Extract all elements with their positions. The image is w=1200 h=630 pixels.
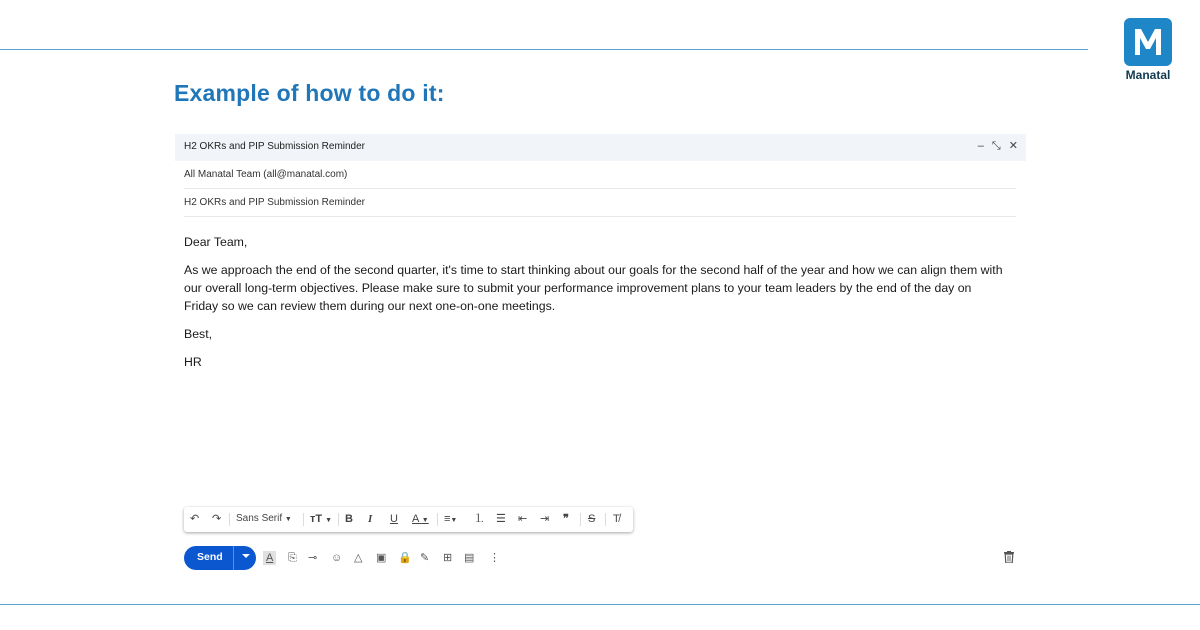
subject-field[interactable]: H2 OKRs and PIP Submission Reminder [184,197,366,208]
redo-icon[interactable]: ↷ [212,513,222,525]
window-controls [973,139,1018,153]
templates-icon[interactable]: ▤ [464,552,475,564]
bold-icon[interactable]: B [345,513,353,525]
text-color-icon[interactable]: A ▼ [412,513,429,525]
attach-file-icon[interactable]: ⎘ [288,552,297,564]
undo-icon[interactable]: ↶ [190,513,200,525]
text-size-icon[interactable]: тT ▼ [310,513,333,525]
email-paragraph [184,261,1024,315]
toolbar-divider [229,513,230,526]
indent-less-icon[interactable]: ⇤ [518,513,528,525]
minimize-icon[interactable]: ‒ [977,140,984,152]
formatting-options-icon[interactable]: A [263,551,276,565]
insert-photo-icon[interactable]: ▣ [376,552,387,564]
send-button[interactable] [184,546,256,570]
toolbar-divider [580,513,581,526]
bottom-divider [0,604,1200,605]
toolbar-divider [437,513,438,526]
body-line: Friday so we can review them during our next one-on-one meetings. [184,299,556,313]
signature-icon[interactable]: ✎ [420,552,430,564]
underline-icon[interactable]: U [390,513,398,525]
confidential-mode-icon[interactable]: 🔒 [398,552,412,564]
drive-icon[interactable]: △ [354,552,363,564]
insert-link-icon[interactable]: ⊸ [308,552,318,564]
numbered-list-icon[interactable]: ⒈ [474,513,485,525]
toolbar-divider [338,513,339,526]
toolbar-divider [303,513,304,526]
trash-icon[interactable] [1004,551,1014,563]
body-line: As we approach the end of the second quarter, it's time to start thinking about our goals for the second half of the year and how we can align them with [184,263,1003,277]
font-family-select[interactable] [236,512,292,527]
indent-more-icon[interactable]: ⇥ [540,513,550,525]
brand-name: Manatal [1125,68,1171,82]
divider [184,216,1016,217]
body-line: our overall long-term objectives. Please make sure to submit your performance improvement plans to your team leaders by the end of the day on [184,281,972,295]
divider [184,188,1016,189]
email-signature: HR [184,355,202,369]
bulleted-list-icon[interactable]: ☰ [496,513,506,525]
email-closing: Best, [184,327,213,341]
send-label: Send [197,551,223,563]
toolbar-divider [605,513,606,526]
quote-icon[interactable]: ❞ [563,513,569,525]
layouts-icon[interactable]: ⊞ [443,552,453,564]
manatal-logo [1124,18,1172,66]
strikethrough-icon[interactable]: S [588,513,596,525]
align-icon[interactable]: ≡▼ [444,513,458,525]
formatting-toolbar [184,507,633,532]
chevron-down-icon: ▼ [284,516,292,523]
page-headline: Example of how to do it: [174,80,445,106]
more-options-icon[interactable]: ⋮ [489,552,500,564]
compose-window-title: H2 OKRs and PIP Submission Reminder [184,141,366,152]
top-divider [0,49,1088,50]
email-greeting: Dear Team, [184,235,248,249]
send-split-divider [233,546,234,570]
send-options-icon[interactable] [242,554,250,558]
remove-formatting-icon[interactable]: T̸ [613,513,620,525]
emoji-icon[interactable]: ☺ [331,552,343,564]
italic-icon[interactable]: I [368,513,373,525]
compose-window-header [175,134,1026,161]
expand-icon[interactable]: ⤡ [991,140,1001,152]
close-icon[interactable]: ✕ [1008,140,1018,152]
to-field[interactable]: All Manatal Team (all@manatal.com) [184,169,348,180]
font-family-label: Sans Serif [236,513,283,524]
